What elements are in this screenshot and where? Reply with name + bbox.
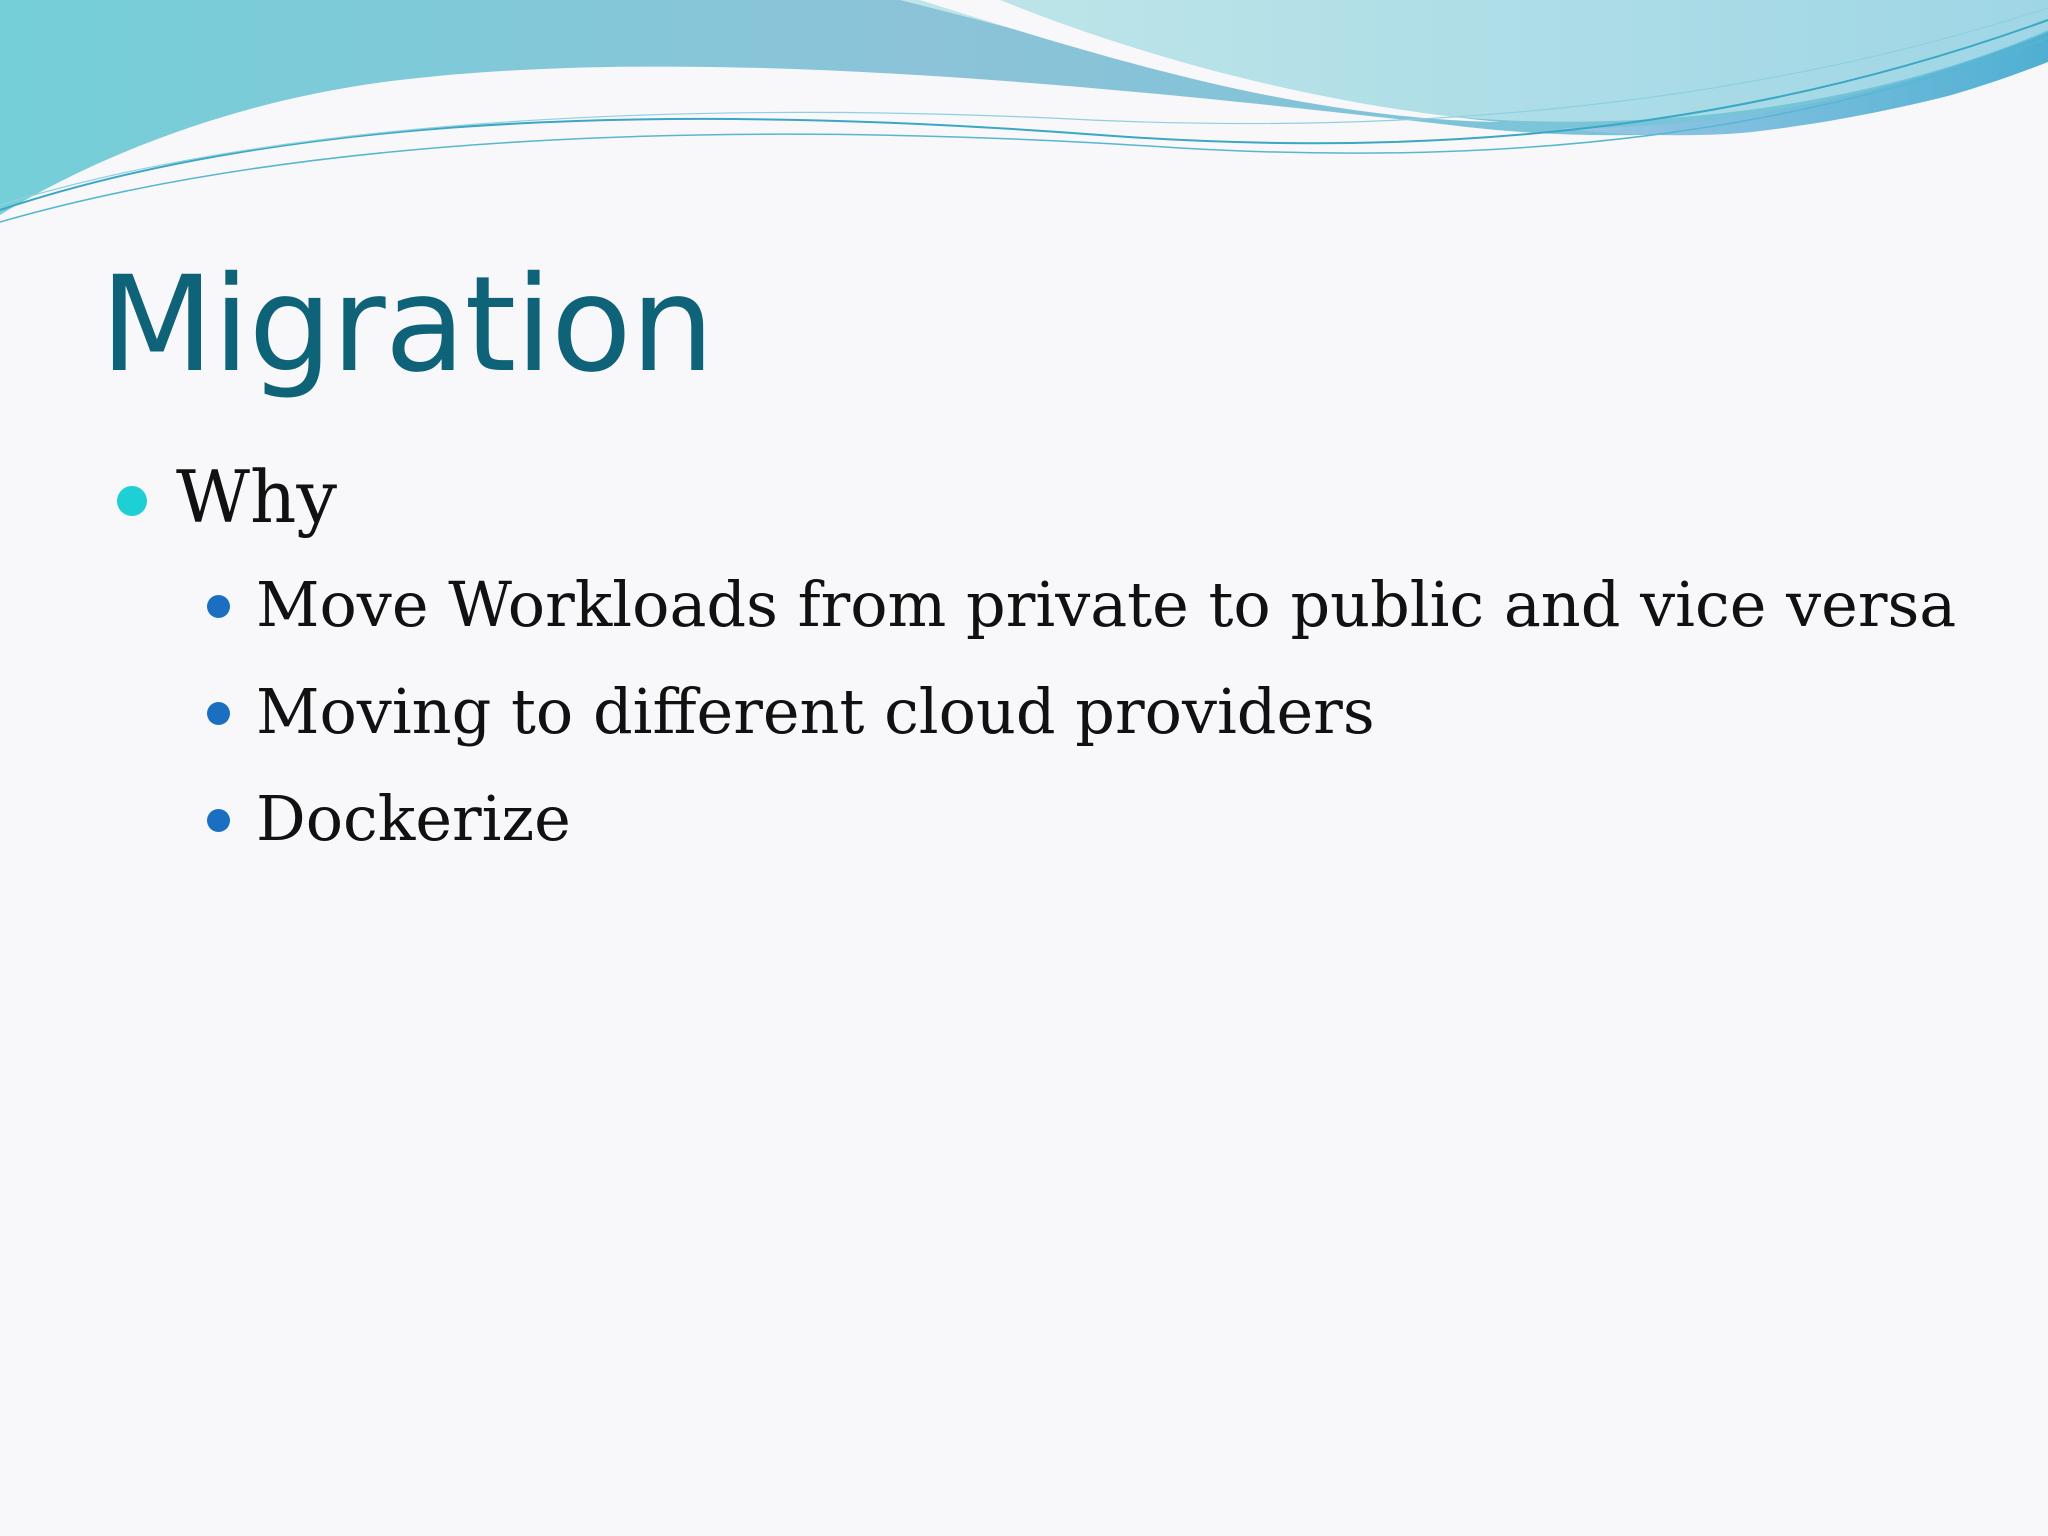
sub-bullet-dot-icon [207,702,230,725]
sub-bullet-text: Moving to different cloud providers [256,675,1375,748]
slide-title: Migration [100,248,714,402]
bullet-text: Why [176,455,338,539]
sub-bullet-item-move-workloads [256,565,1956,645]
sub-bullet-text: Move Workloads from private to public and vice versa [256,568,1957,641]
sub-bullet-dot-icon [207,809,230,832]
sub-bullet-dot-icon [207,595,230,618]
header-wave-decoration [0,0,2048,240]
sub-bullet-item-dockerize [256,779,571,859]
bullet-dot-icon [117,486,147,516]
sub-bullet-text: Dockerize [256,782,571,855]
sub-bullet-item-cloud-providers [256,672,1375,752]
bullet-item-why [176,452,337,542]
